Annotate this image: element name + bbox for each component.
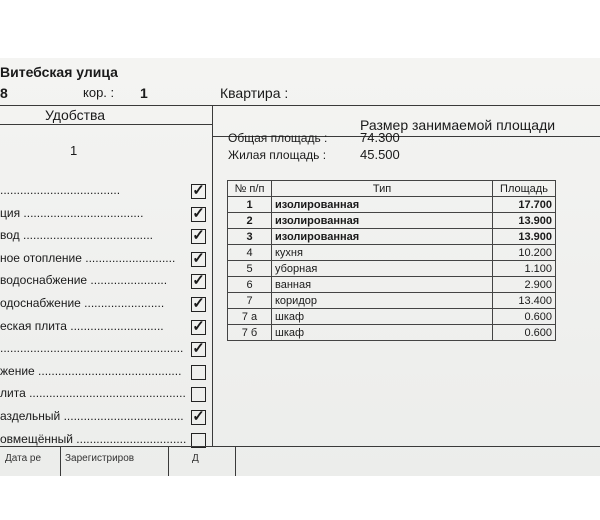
room-type: кухня xyxy=(272,245,493,261)
room-number: 5 xyxy=(228,261,272,277)
room-number: 1 xyxy=(228,197,272,213)
amenity-label: .................................... xyxy=(0,183,121,197)
header-area: Площадь xyxy=(493,181,556,197)
room-row xyxy=(228,213,556,229)
header-no: № п/п xyxy=(228,181,272,197)
room-row xyxy=(228,325,556,341)
room-number: 4 xyxy=(228,245,272,261)
amenity-label: жение ........................................... xyxy=(0,363,182,378)
total-area-label: Общая площадь : xyxy=(228,131,328,145)
amenity-checkbox[interactable] xyxy=(191,365,206,380)
room-area: 13.900 xyxy=(493,229,556,245)
amenity-checkbox[interactable]: ✓ xyxy=(192,340,205,358)
room-row xyxy=(228,277,556,293)
room-number: 2 xyxy=(228,213,272,229)
room-number: 7 а xyxy=(228,309,272,325)
room-area: 10.200 xyxy=(493,245,556,261)
room-area: 2.900 xyxy=(493,277,556,293)
amenity-label: ция .................................... xyxy=(0,205,144,220)
room-number: 6 xyxy=(228,277,272,293)
room-area: 17.700 xyxy=(493,197,556,213)
amenity-checkbox[interactable]: ✓ xyxy=(192,272,205,290)
rooms-table-header xyxy=(228,181,556,197)
footer-strip xyxy=(0,446,600,476)
room-number: 7 xyxy=(228,293,272,309)
amenity-checkbox[interactable]: ✓ xyxy=(192,249,205,267)
amenity-checkbox[interactable]: ✓ xyxy=(192,295,205,312)
amenity-label: овмещённый ................................. xyxy=(0,431,187,446)
amenity-checkbox[interactable] xyxy=(191,387,206,402)
header-type: Тип xyxy=(272,181,493,197)
room-type: коридор xyxy=(272,293,493,309)
street-name: Витебская улица xyxy=(0,64,118,80)
apartment-label: Квартира : xyxy=(220,85,289,101)
room-area: 13.900 xyxy=(493,213,556,229)
room-row xyxy=(228,309,556,325)
korpus-label: кор. : xyxy=(83,85,115,100)
amenity-label: еская плита ............................ xyxy=(0,318,164,333)
amenities-value: 1 xyxy=(70,143,78,158)
room-row xyxy=(228,229,556,245)
amenity-row xyxy=(0,273,212,293)
rooms-table xyxy=(227,180,556,341)
amenity-row xyxy=(0,319,212,339)
amenity-label: лита ............................................... xyxy=(0,386,186,401)
amenity-checkbox[interactable]: ✓ xyxy=(192,408,205,425)
footer-date-label: Дата ре xyxy=(5,453,42,464)
amenity-label: одоснабжение ........................ xyxy=(0,296,165,310)
room-type: изолированная xyxy=(272,197,493,213)
house-number: 8 xyxy=(0,85,8,101)
column-divider xyxy=(212,105,213,446)
amenity-label: ....................................................... xyxy=(0,341,184,356)
room-type: шкаф xyxy=(272,309,493,325)
room-number: 7 б xyxy=(228,325,272,341)
room-type: изолированная xyxy=(272,213,493,229)
footer-col3-label: Д xyxy=(192,453,199,464)
header-divider xyxy=(0,105,600,106)
amenity-row xyxy=(0,296,212,316)
footer-registered-label: Зарегистриров xyxy=(65,453,135,464)
amenity-checkbox[interactable]: ✓ xyxy=(192,317,205,335)
living-area-label: Жилая площадь : xyxy=(228,148,327,162)
amenity-row xyxy=(0,409,212,429)
living-area-value: 45.500 xyxy=(360,147,400,162)
amenity-row xyxy=(0,251,212,271)
room-type: ванная xyxy=(272,277,493,293)
room-area: 0.600 xyxy=(493,309,556,325)
amenity-checkbox[interactable]: ✓ xyxy=(192,182,205,199)
amenity-row xyxy=(0,364,212,384)
amenity-checkbox[interactable]: ✓ xyxy=(192,204,205,222)
amenities-title: Удобства xyxy=(45,107,106,123)
room-number: 3 xyxy=(228,229,272,245)
room-area: 1.100 xyxy=(493,261,556,277)
room-type: изолированная xyxy=(272,229,493,245)
total-area-value: 74.300 xyxy=(360,130,400,145)
amenity-row xyxy=(0,341,212,361)
amenity-checkbox[interactable]: ✓ xyxy=(192,227,205,245)
room-area: 13.400 xyxy=(493,293,556,309)
amenity-row xyxy=(0,183,212,203)
document-sheet xyxy=(0,58,600,476)
room-row xyxy=(228,261,556,277)
amenity-row xyxy=(0,206,212,226)
room-row xyxy=(228,245,556,261)
amenity-label: водоснабжение ....................... xyxy=(0,273,168,288)
room-area: 0.600 xyxy=(493,325,556,341)
korpus-value: 1 xyxy=(140,85,148,101)
occupied-area-title: Размер занимаемой площади xyxy=(360,117,556,133)
room-type: шкаф xyxy=(272,325,493,341)
room-row xyxy=(228,197,556,213)
amenity-label: вод ....................................... xyxy=(0,228,154,243)
amenity-row xyxy=(0,228,212,248)
amenity-label: аздельный .................................... xyxy=(0,409,184,423)
room-type: уборная xyxy=(272,261,493,277)
amenities-title-divider xyxy=(0,124,212,125)
amenity-row xyxy=(0,386,212,406)
room-row xyxy=(228,293,556,309)
amenity-label: ное отопление ........................... xyxy=(0,250,176,265)
